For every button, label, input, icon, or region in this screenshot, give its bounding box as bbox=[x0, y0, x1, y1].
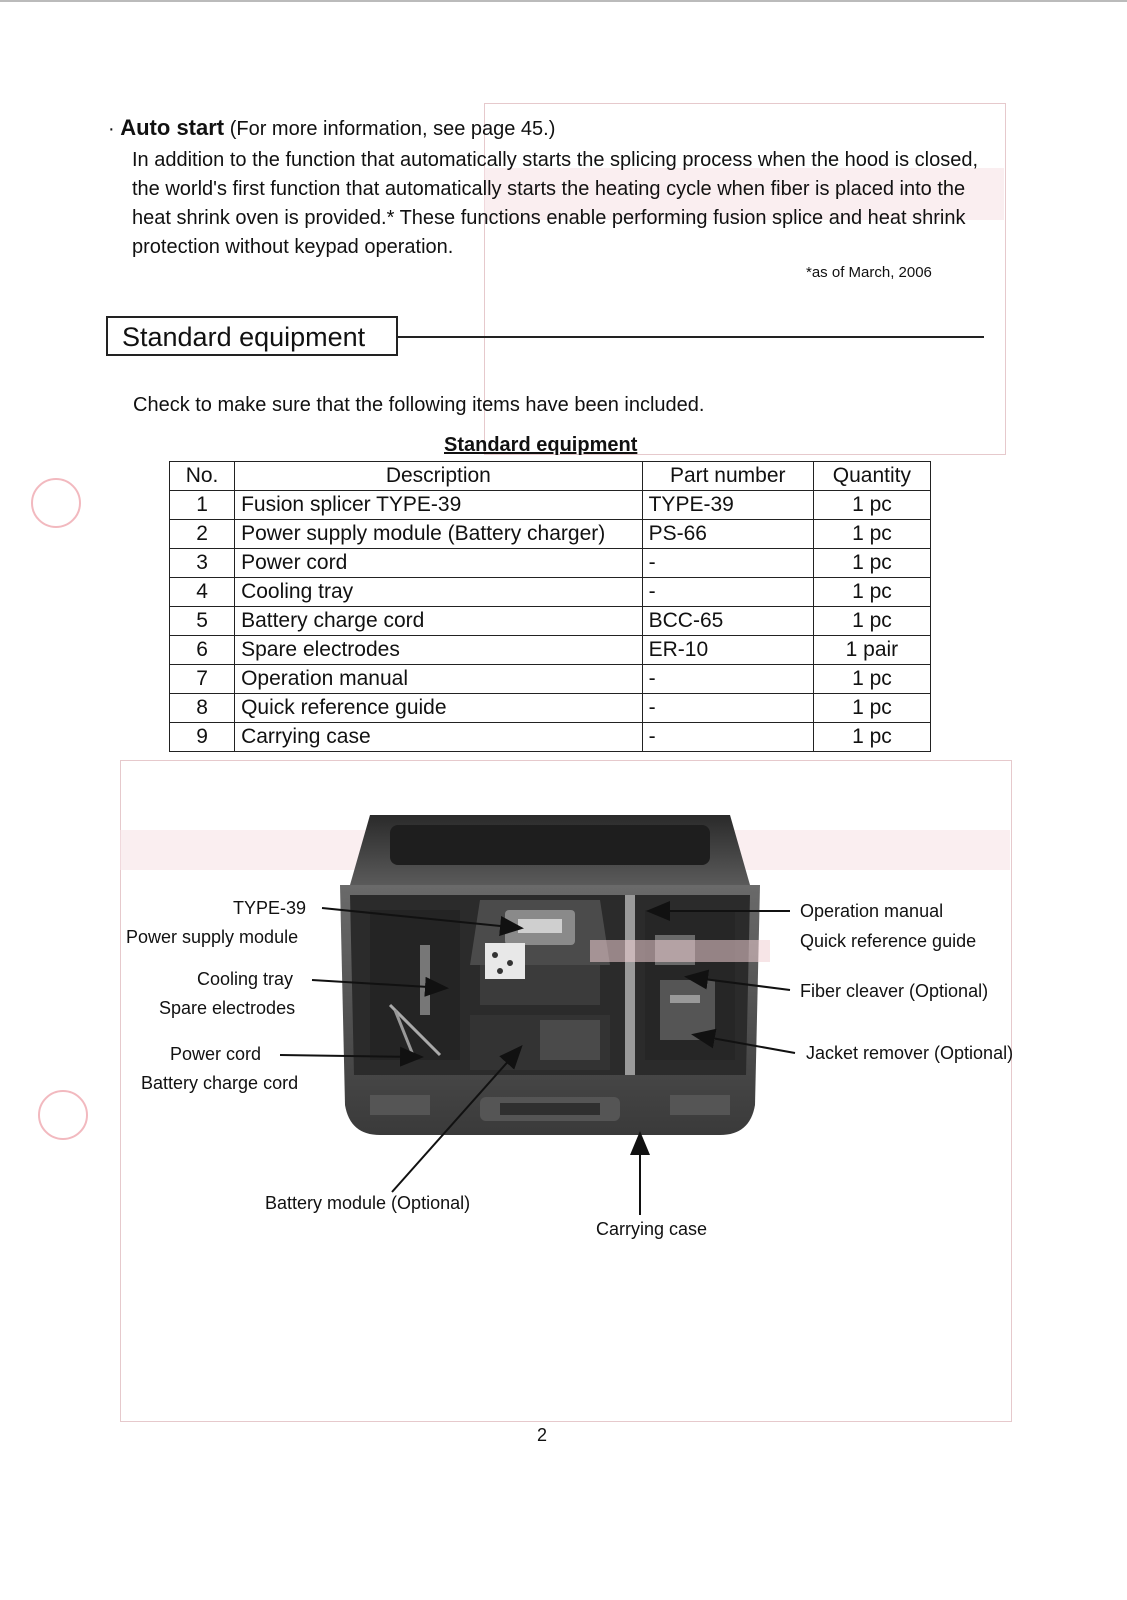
top-edge-line bbox=[0, 0, 1127, 2]
cell-no: 9 bbox=[170, 723, 235, 752]
carrying-case-photo bbox=[330, 815, 770, 1155]
cell-description: Spare electrodes bbox=[235, 636, 643, 665]
cell-no: 6 bbox=[170, 636, 235, 665]
cell-description: Power supply module (Battery charger) bbox=[235, 520, 643, 549]
label-power-cord: Power cord bbox=[170, 1044, 262, 1064]
cell-description: Quick reference guide bbox=[235, 694, 643, 723]
binder-hole-upper bbox=[31, 478, 81, 528]
column-header: Quantity bbox=[813, 462, 930, 491]
equipment-table bbox=[169, 461, 931, 752]
cell-quantity: 1 pc bbox=[813, 549, 930, 578]
binder-hole-lower bbox=[38, 1090, 88, 1140]
table-title: Standard equipment bbox=[444, 434, 638, 456]
cell-part-number: TYPE-39 bbox=[642, 491, 813, 520]
label-fiber-cleaver: Fiber cleaver (Optional) bbox=[800, 981, 989, 1001]
cell-no: 4 bbox=[170, 578, 235, 607]
table-row bbox=[170, 636, 931, 665]
cell-no: 2 bbox=[170, 520, 235, 549]
label-operation-manual: Operation manual bbox=[800, 901, 944, 921]
label-carrying-case: Carrying case bbox=[596, 1219, 708, 1239]
cell-part-number: - bbox=[642, 694, 813, 723]
cell-no: 7 bbox=[170, 665, 235, 694]
cell-description: Fusion splicer TYPE-39 bbox=[235, 491, 643, 520]
cell-part-number: BCC-65 bbox=[642, 607, 813, 636]
cell-description: Battery charge cord bbox=[235, 607, 643, 636]
footnote: *as of March, 2006 bbox=[806, 264, 932, 281]
section-rule bbox=[398, 336, 984, 338]
auto-start-heading-line bbox=[108, 113, 1008, 144]
cell-part-number: - bbox=[642, 665, 813, 694]
cell-no: 3 bbox=[170, 549, 235, 578]
cell-no: 5 bbox=[170, 607, 235, 636]
cell-no: 8 bbox=[170, 694, 235, 723]
table-row bbox=[170, 607, 931, 636]
cell-description: Cooling tray bbox=[235, 578, 643, 607]
cell-part-number: PS-66 bbox=[642, 520, 813, 549]
cell-part-number: ER-10 bbox=[642, 636, 813, 665]
table-header-row bbox=[170, 462, 931, 491]
cell-description: Power cord bbox=[235, 549, 643, 578]
carrying-case-illustration bbox=[330, 815, 770, 1155]
table-row bbox=[170, 665, 931, 694]
table-row bbox=[170, 723, 931, 752]
page-number: 2 bbox=[537, 1425, 548, 1445]
auto-start-paragraph: In addition to the function that automatically starts the splicing process when the hood is closed, the world's first function that automatically starts the heating cycle when fiber is placed into the heat shrink oven is provided.* These functions enable performing fusion splice and heat shrink protection without keypad operation. bbox=[132, 149, 979, 258]
label-type39: TYPE-39 bbox=[233, 898, 307, 918]
label-jacket-remover: Jacket remover (Optional) bbox=[806, 1043, 1014, 1063]
label-cooling-tray: Cooling tray bbox=[197, 969, 294, 989]
cell-quantity: 1 pc bbox=[813, 578, 930, 607]
label-battery-charge-cord: Battery charge cord bbox=[141, 1073, 299, 1093]
cell-quantity: 1 pc bbox=[813, 520, 930, 549]
cell-quantity: 1 pc bbox=[813, 665, 930, 694]
cell-quantity: 1 pc bbox=[813, 723, 930, 752]
label-quick-reference: Quick reference guide bbox=[800, 931, 977, 951]
label-power-supply: Power supply module bbox=[126, 927, 299, 947]
cell-description: Operation manual bbox=[235, 665, 643, 694]
cell-part-number: - bbox=[642, 549, 813, 578]
bullet: · bbox=[108, 118, 115, 140]
cell-no: 1 bbox=[170, 491, 235, 520]
cell-part-number: - bbox=[642, 578, 813, 607]
cell-part-number: - bbox=[642, 723, 813, 752]
column-header: No. bbox=[170, 462, 235, 491]
label-spare-electrodes: Spare electrodes bbox=[159, 998, 296, 1018]
cell-quantity: 1 pc bbox=[813, 491, 930, 520]
table-row bbox=[170, 491, 931, 520]
section-title: Standard equipment bbox=[106, 316, 398, 356]
cell-quantity: 1 pair bbox=[813, 636, 930, 665]
column-header: Description bbox=[235, 462, 643, 491]
table-row bbox=[170, 520, 931, 549]
intro-text: Check to make sure that the following items have been included. bbox=[133, 394, 705, 416]
auto-start-reference: (For more information, see page 45.) bbox=[229, 118, 556, 140]
cell-description: Carrying case bbox=[235, 723, 643, 752]
table-row bbox=[170, 549, 931, 578]
label-battery-module: Battery module (Optional) bbox=[265, 1193, 471, 1213]
auto-start-section bbox=[108, 113, 1008, 262]
column-header: Part number bbox=[642, 462, 813, 491]
cell-quantity: 1 pc bbox=[813, 694, 930, 723]
cell-quantity: 1 pc bbox=[813, 607, 930, 636]
table-row bbox=[170, 578, 931, 607]
auto-start-heading: Auto start bbox=[120, 115, 225, 140]
table-row bbox=[170, 694, 931, 723]
